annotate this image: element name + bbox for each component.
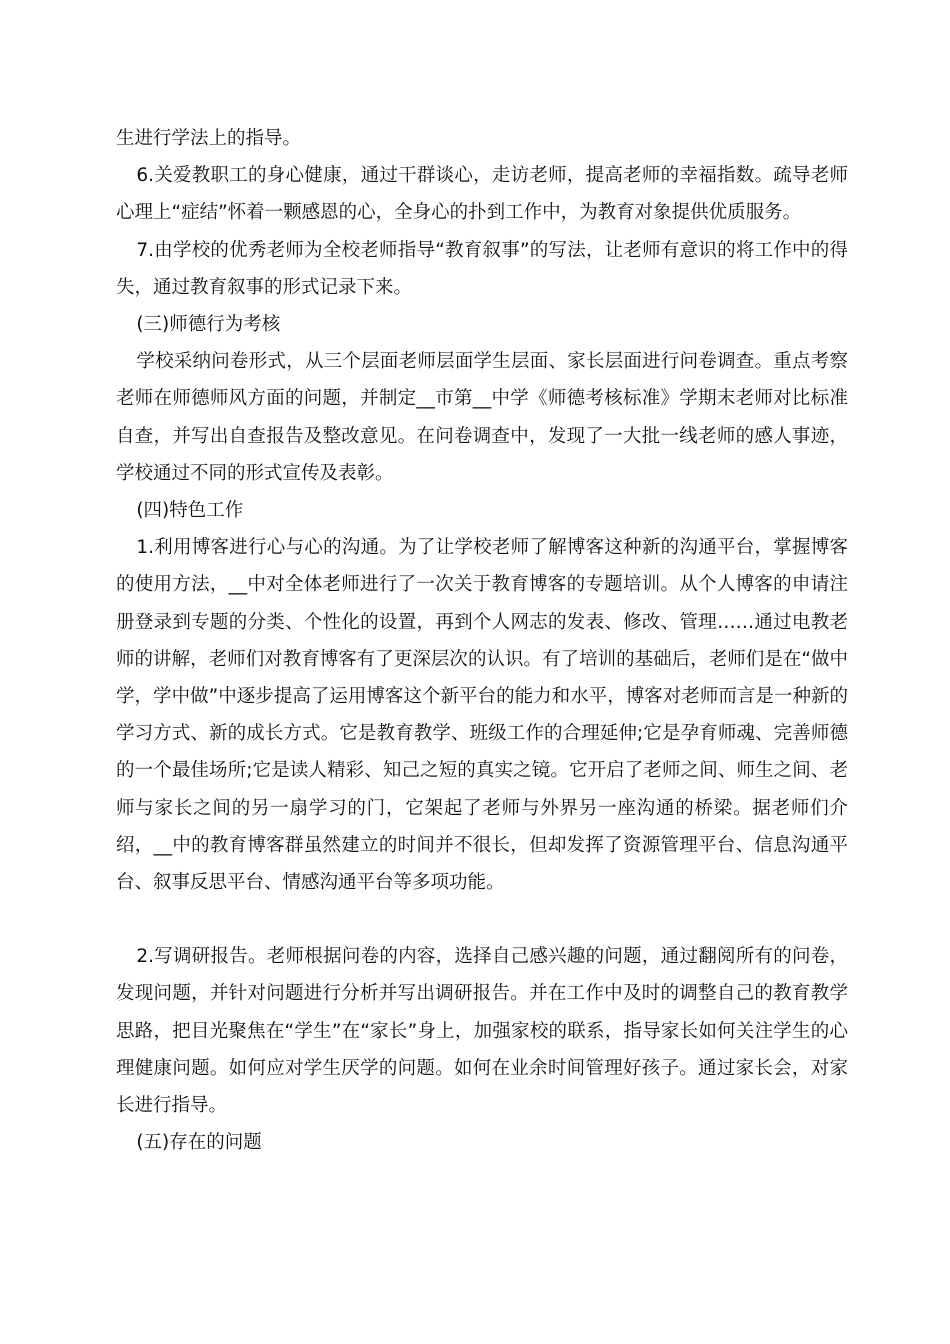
paragraph-survey: 学校采纳问卷形式，从三个层面老师层面学生层面、家长层面进行问卷调查。重点考察老师在师德师风方面的问题，并制定__市第__中学《师德考核标准》学期末老师对比标准自查，并写出自查报告及整改意见。在问卷调查中，发现了一大批一线老师的感人事迹，学校通过不同的形式宣传及表彰。 <box>116 351 848 484</box>
paragraph-item-7: 7.由学校的优秀老师为全校老师指导“教育叙事”的写法，让老师有意识的将工作中的得失，通过教育叙事的形式记录下来。 <box>116 239 848 298</box>
paragraph-continuation: 生进行学法上的指导。 <box>116 128 302 149</box>
paragraph-item-6: 6.关爱教职工的身心健康，通过干群谈心，走访老师，提高老师的幸福指数。疏导老师心理上“症结”怀着一颗感恩的心，全身心的扑到工作中，为教育对象提供优质服务。 <box>116 165 848 224</box>
paragraph-item-1-blog: 1.利用博客进行心与心的沟通。为了让学校老师了解博客这种新的沟通平台，掌握博客的使用方法，__中对全体老师进行了一次关于教育博客的专题培训。从个人博客的申请注册登录到专题的分类、个性化的设置，再到个人网志的发表、修改、管理……通过电教老师的讲解，老师们对教育博客有了更深层次的认识。有了培训的基础后，老师们是在“做中学，学中做”中逐步提高了运用博客这个新平台的能力和水平，博客对老师而言是一种新的学习方式、新的成长方式。它是教育教学、班级工作的合理延伸;它是孕育师魂、完善师德的一个最佳场所;它是读人精彩、知己之短的真实之镜。它开启了老师之间、师生之间、老师与家长之间的另一扇学习的门，它架起了老师与外界另一座沟通的桥梁。据老师们介绍，__中的教育博客群虽然建立的时间并不很长，但却发挥了资源管理平台、信息沟通平台、叙事反思平台、情感沟通平台等多项功能。 <box>116 537 848 894</box>
section-heading-3: (三)师德行为考核 <box>136 314 281 336</box>
document-page <box>116 120 848 1161</box>
section-heading-4: (四)特色工作 <box>136 500 244 522</box>
section-heading-5: (五)存在的问题 <box>136 1132 262 1154</box>
paragraph-gap <box>116 901 848 938</box>
paragraph-item-2-report: 2.写调研报告。老师根据问卷的内容，选择自己感兴趣的问题，通过翻阅所有的问卷，发现问题，并针对问题进行分析并写出调研报告。并在工作中及时的调整自己的教育教学思路，把目光聚焦在“学生”在“家长”身上，加强家校的联系，指导家长如何关注学生的心理健康问题。如何应对学生厌学的问题。如何在业余时间管理好孩子。通过家长会，对家长进行指导。 <box>116 946 848 1117</box>
